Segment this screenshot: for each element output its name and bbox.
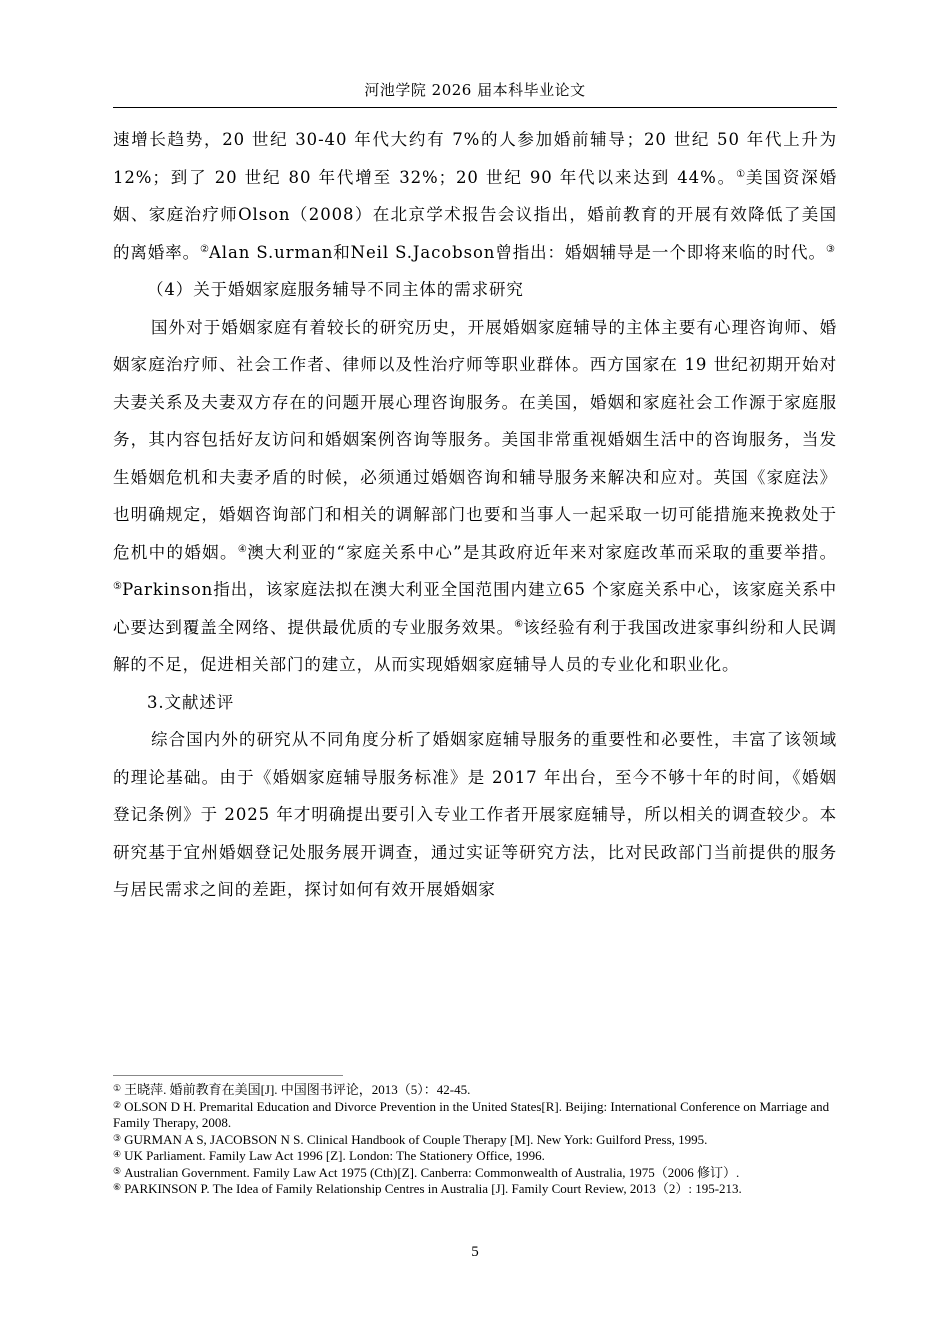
paragraph-2-text-2: 澳大利亚的“家庭关系中心”是其政府近年来对家庭改革而采取的重要举措。 (247, 542, 837, 562)
page-number: 5 (471, 1244, 479, 1260)
footnote-2 (113, 1099, 837, 1132)
paragraph-2-text-4: 该经验有利于我国改进家事纠纷和人民调解的不足，促进相关部门的建立，从而实现婚姻家庭辅导人员的专业化和职业化。 (113, 617, 838, 674)
footnotes (113, 1082, 837, 1198)
paragraph-3: 综合国内外的研究从不同角度分析了婚姻家庭辅导服务的重要性和必要性，丰富了该领域的理论基础。由于《婚姻家庭辅导服务标准》是 2017 年出台，至今不够十年的时间，《婚姻登记条例》于 2025 年才明确提出要引入专业工作者开展家庭辅导，所以相关的调查较少。本研究基于宜州婚姻登记处服务展开调查，通过实证等研究方法，比对民政部门当前提供的服务与居民需求之间的差距，探讨如何有效开展婚姻家 (113, 730, 837, 899)
paragraph-2-text-3: Parkinson指出，该家庭法拟在澳大利亚全国范围内建立65 个家庭关系中心，该家庭关系中心要达到覆盖全网络、提供最优质的专业服务效果。 (113, 580, 837, 637)
paragraph-2 (113, 309, 837, 684)
paragraph-2-text: 国外对于婚姻家庭有着较长的研究历史，开展婚姻家庭辅导的主体主要有心理咨询师、婚姻家庭治疗师、社会工作者、律师以及性治疗师等职业群体。西方国家在 19 世纪初期开始对夫妻关系及夫妻双方存在的问题开展心理咨询服务。在美国，婚姻和家庭社会工作源于家庭服务，其内容包括好友访问和婚姻案例咨询等服务。美国非常重视婚姻生活中的咨询服务，当发生婚姻危机和夫妻矛盾的时候，必须通过婚姻咨询和辅导服务来解决和应对。英国《家庭法》也明确规定，婚姻咨询部门和相关的调解部门也要和当事人一起采取一切可能措施来挽救处于危机中的婚姻。 (113, 317, 837, 562)
page-header: 河池学院 2026 届本科毕业论文 (364, 81, 586, 99)
footnote-mark: ② (113, 1099, 122, 1110)
footnote-mark: ⑤ (113, 1165, 122, 1176)
main-body (113, 121, 837, 909)
footnote-5 (113, 1165, 837, 1182)
footnote-divider (113, 1075, 343, 1076)
section-heading-4: （4）关于婚姻家庭服务辅导不同主体的需求研究 (147, 280, 524, 299)
footnote-text: OLSON D H. Premarital Education and Divorce Prevention in the United States[R]. Beijing: International Conference on Marriage and Family Therapy, 2008. (113, 1098, 830, 1130)
footnote-ref-4[interactable]: ④ (237, 543, 248, 555)
footnote-mark: ⑥ (113, 1182, 122, 1192)
footnote-text: Australian Government. Family Law Act 1975 (Cth)[Z]. Canberra: Commonwealth of Australia, 1975（2006 修订）. (124, 1164, 740, 1180)
footnote-mark: ③ (113, 1132, 122, 1143)
footnote-1 (113, 1082, 837, 1099)
footnote-text: 王晓萍. 婚前教育在美国[J]. 中国图书评论，2013（5）：42-45. (124, 1082, 471, 1097)
footnote-mark: ④ (113, 1149, 122, 1159)
header-divider (113, 107, 837, 108)
footnote-4 (113, 1148, 837, 1165)
footnote-mark: ① (113, 1083, 122, 1093)
footnote-text: PARKINSON P. The Idea of Family Relationship Centres in Australia [J]. Family Court Review, 2013（2）: 195-213. (124, 1181, 742, 1196)
footnote-text: GURMAN A S, JACOBSON N S. Clinical Handbook of Couple Therapy [M]. New York: Guilford Press, 1995. (124, 1131, 708, 1147)
footnote-ref-1[interactable]: ① (736, 168, 747, 180)
footnote-6 (113, 1181, 837, 1198)
paragraph-1 (113, 121, 837, 271)
paragraph-1-text-2: 美国资深婚姻、家庭治疗师Olson（2008）在北京学术报告会议指出，婚前教育的开展有效降低了美国的离婚率。 (113, 167, 838, 262)
footnote-ref-6[interactable]: ⑥ (514, 618, 524, 630)
paragraph-1-text: 速增长趋势，20 世纪 30-40 年代大约有 7%的人参加婚前辅导；20 世纪 50 年代上升为12%；到了 20 世纪 80 年代增至 32%；20 世纪 90 年代以来达到 44%。 (113, 130, 837, 187)
footnote-ref-5[interactable]: ⑤ (113, 581, 123, 592)
footnote-ref-3[interactable]: ③ (825, 243, 835, 255)
footnote-3 (113, 1132, 837, 1149)
section-heading-3: 3.文献述评 (147, 692, 235, 712)
paragraph-1-text-3: Alan S.urman和Neil S.Jacobson曾指出：婚姻辅导是一个即将来临的时代。 (208, 242, 826, 262)
footnote-text: UK Parliament. Family Law Act 1996 [Z]. London: The Stationery Office, 1996. (124, 1148, 545, 1163)
footnote-ref-2[interactable]: ② (200, 243, 209, 255)
